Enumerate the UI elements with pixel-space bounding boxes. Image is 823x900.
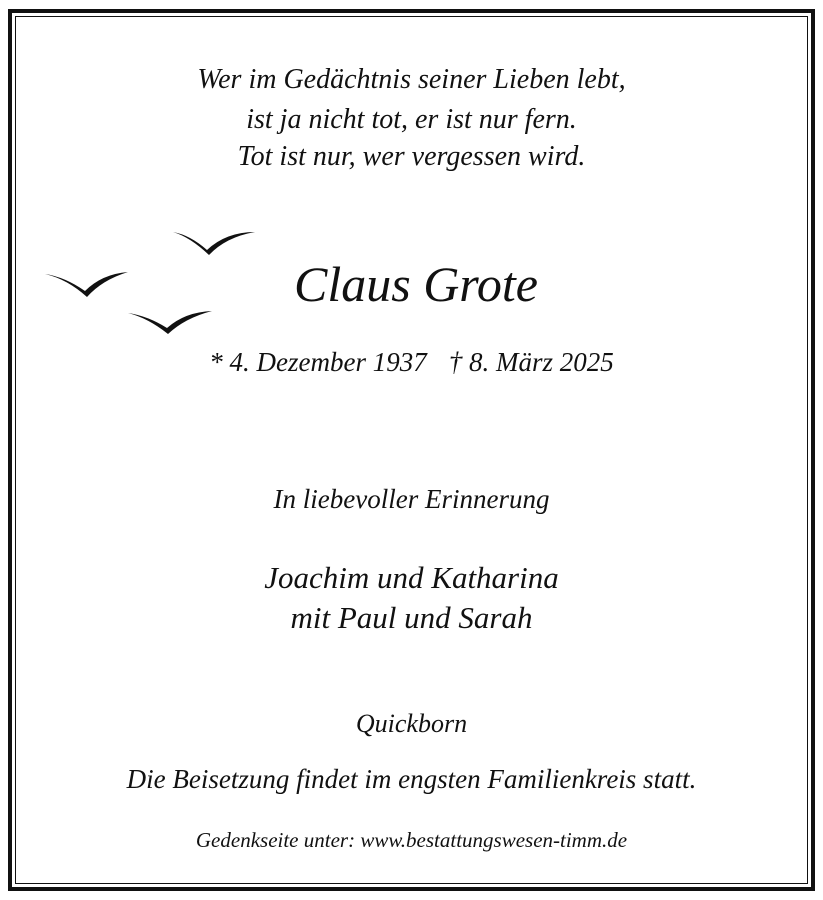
memorial-page-link[interactable]: Gedenkseite unter: www.bestattungswesen-timm.de [195, 828, 628, 852]
funeral-notice: Die Beisetzung findet im engsten Familienkreis statt. [126, 764, 697, 794]
death-date: † 8. März 2025 [448, 347, 614, 377]
poem-line-1: Wer im Gedächtnis seiner Lieben lebt, [197, 64, 626, 95]
bird-icon [128, 311, 212, 334]
memory-line: In liebevoller Erinnerung [273, 484, 550, 514]
deceased-name: Claus Grote [294, 256, 538, 312]
bird-icon [173, 232, 255, 255]
family-line-1: Joachim und Katharina [264, 560, 559, 595]
life-dates [0, 347, 823, 378]
birth-date: * 4. Dezember 1937 [209, 347, 427, 377]
poem-line-2: ist ja nicht tot, er ist nur fern. [246, 104, 577, 135]
place-name: Quickborn [355, 709, 468, 738]
family-line-2: mit Paul und Sarah [290, 600, 533, 635]
poem-line-3: Tot ist nur, wer vergessen wird. [237, 141, 586, 172]
bird-icon [45, 272, 128, 297]
